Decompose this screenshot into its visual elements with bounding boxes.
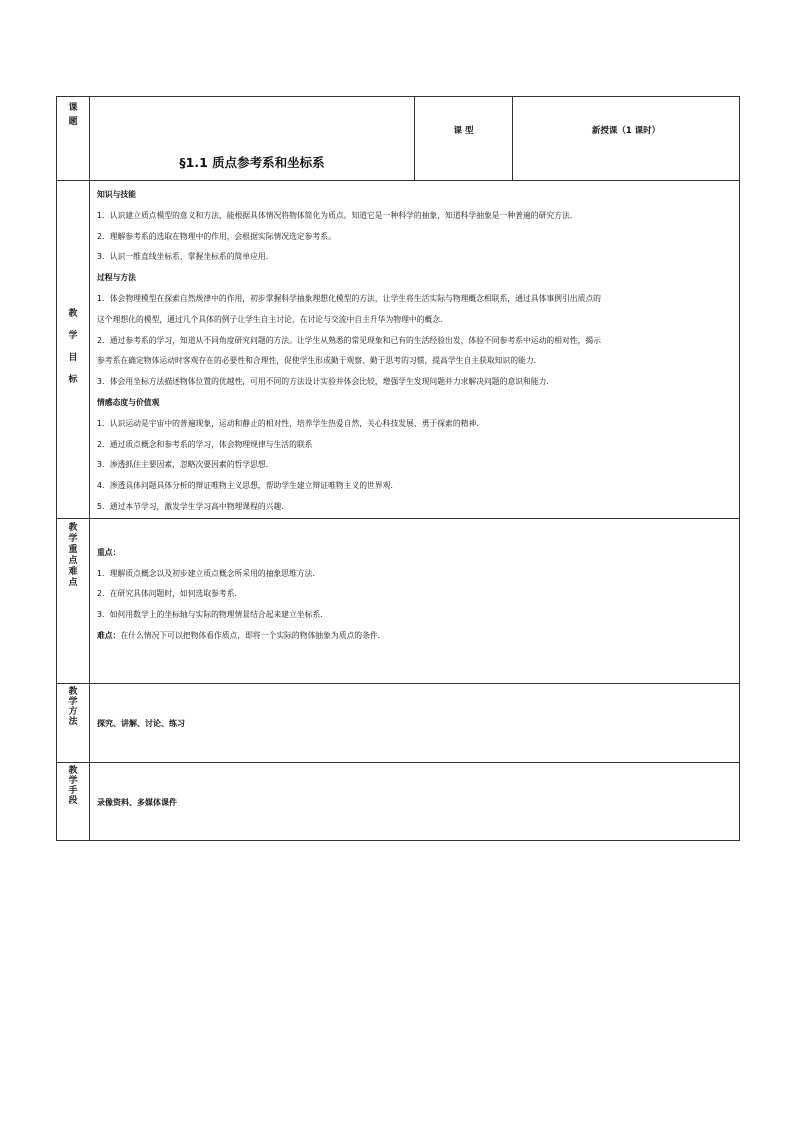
means-label-cell: [57, 762, 90, 840]
method-text: 探究、讲解、讨论、练习: [90, 683, 740, 762]
method-label: 教学方法: [68, 686, 78, 727]
objective-item: 1．认识运动是宇宙中的普遍现象，运动和静止的相对性，培养学生热爱自然，关心科技发展、勇于探索的精神．: [97, 418, 485, 428]
type-value: 新授课（1 课时）: [513, 97, 740, 181]
emotion-heading: 情感态度与价值观: [97, 397, 160, 407]
type-label: 课 型: [415, 97, 513, 181]
objectives-content: [90, 181, 740, 519]
method-row: [57, 683, 740, 762]
lesson-title: §1.1 质点参考系和坐标系: [179, 155, 325, 170]
key-item: 3．如何用数学上的坐标轴与实际的物理情景结合起来建立坐标系．: [97, 610, 329, 620]
lesson-plan-table: [56, 96, 740, 841]
objective-item: 参考系在确定物体运动时客观存在的必要性和合理性，促使学生形成勤于观察、勤于思考的习惯，提高学生自主获取知识的能力．: [97, 356, 542, 366]
knowledge-heading: 知识与技能: [97, 190, 136, 199]
objective-item: 3．渗透抓住主要因素，忽略次要因素的哲学思想．: [97, 460, 274, 470]
title-cell: [90, 97, 415, 181]
objective-item: 2．通过参考系的学习，知道从不同角度研究问题的方法。让学生从熟悉的常见现象和已有的生活经验出发，体验不同参考系中运动的相对性，揭示: [97, 335, 601, 345]
keypoints-label: 教学重点难点: [68, 522, 78, 588]
topic-label: 课题: [68, 103, 78, 127]
objectives-label-cell: [57, 181, 90, 519]
difficult-line: [97, 626, 733, 647]
objective-item: 1．认识建立质点模型的意义和方法，能根据具体情况将物体简化为质点。知道它是一种科学的抽象，知道科学抽象是一种普遍的研究方法．: [97, 210, 578, 220]
key-item: 2．在研究具体问题时，如何选取参考系．: [97, 589, 243, 599]
means-text: 录像资料、多媒体课件: [90, 762, 740, 840]
objectives-label: 教学目标: [68, 309, 78, 385]
difficult-heading: 难点：: [97, 630, 121, 640]
key-heading: 重点：: [97, 547, 121, 557]
means-label: 教学手段: [68, 765, 78, 806]
keypoints-row: [57, 518, 740, 683]
key-item: 1．理解质点概念以及初步建立质点概念所采用的抽象思维方法．: [97, 568, 321, 578]
objectives-row: [57, 181, 740, 519]
topic-label-cell: [57, 97, 90, 181]
difficult-text: 在什么情况下可以把物体看作质点，即将一个实际的物体抽象为质点的条件．: [120, 630, 386, 640]
objective-item: 5．通过本节学习，激发学生学习高中物理课程的兴趣．: [97, 501, 290, 511]
objective-item: 4．渗透具体问题具体分析的辩证唯物主义思想，帮助学生建立辩证唯物主义的世界观．: [97, 481, 399, 491]
keypoints-content: [90, 518, 740, 683]
objective-item: 3．认识一维直线坐标系，掌握坐标系的简单应用．: [97, 252, 274, 262]
means-row: [57, 762, 740, 840]
objective-item: 2．理解参考系的选取在物理中的作用，会根据实际情况选定参考系。: [97, 231, 336, 241]
header-row: [57, 97, 740, 181]
keypoints-label-cell: [57, 518, 90, 683]
objective-item: 3．体会用坐标方法描述物体位置的优越性，可用不同的方法设计实验并体会比较，增强学生发现问题并力求解决问题的意识和能力．: [97, 377, 555, 387]
objective-item: 这个理想化的模型，通过几个具体的例子让学生自主讨论，在讨论与交流中自主升华为物理中的概念．: [97, 314, 448, 324]
objective-item: 1．体会物理模型在探索自然规律中的作用，初步掌握科学抽象理想化模型的方法，让学生将生活实际与物理概念相联系，通过具体事例引出质点的: [97, 293, 601, 303]
method-label-cell: [57, 683, 90, 762]
objective-item: 2．通过质点概念和参考系的学习，体会物理规律与生活的联系: [97, 439, 313, 449]
process-heading: 过程与方法: [97, 273, 136, 283]
